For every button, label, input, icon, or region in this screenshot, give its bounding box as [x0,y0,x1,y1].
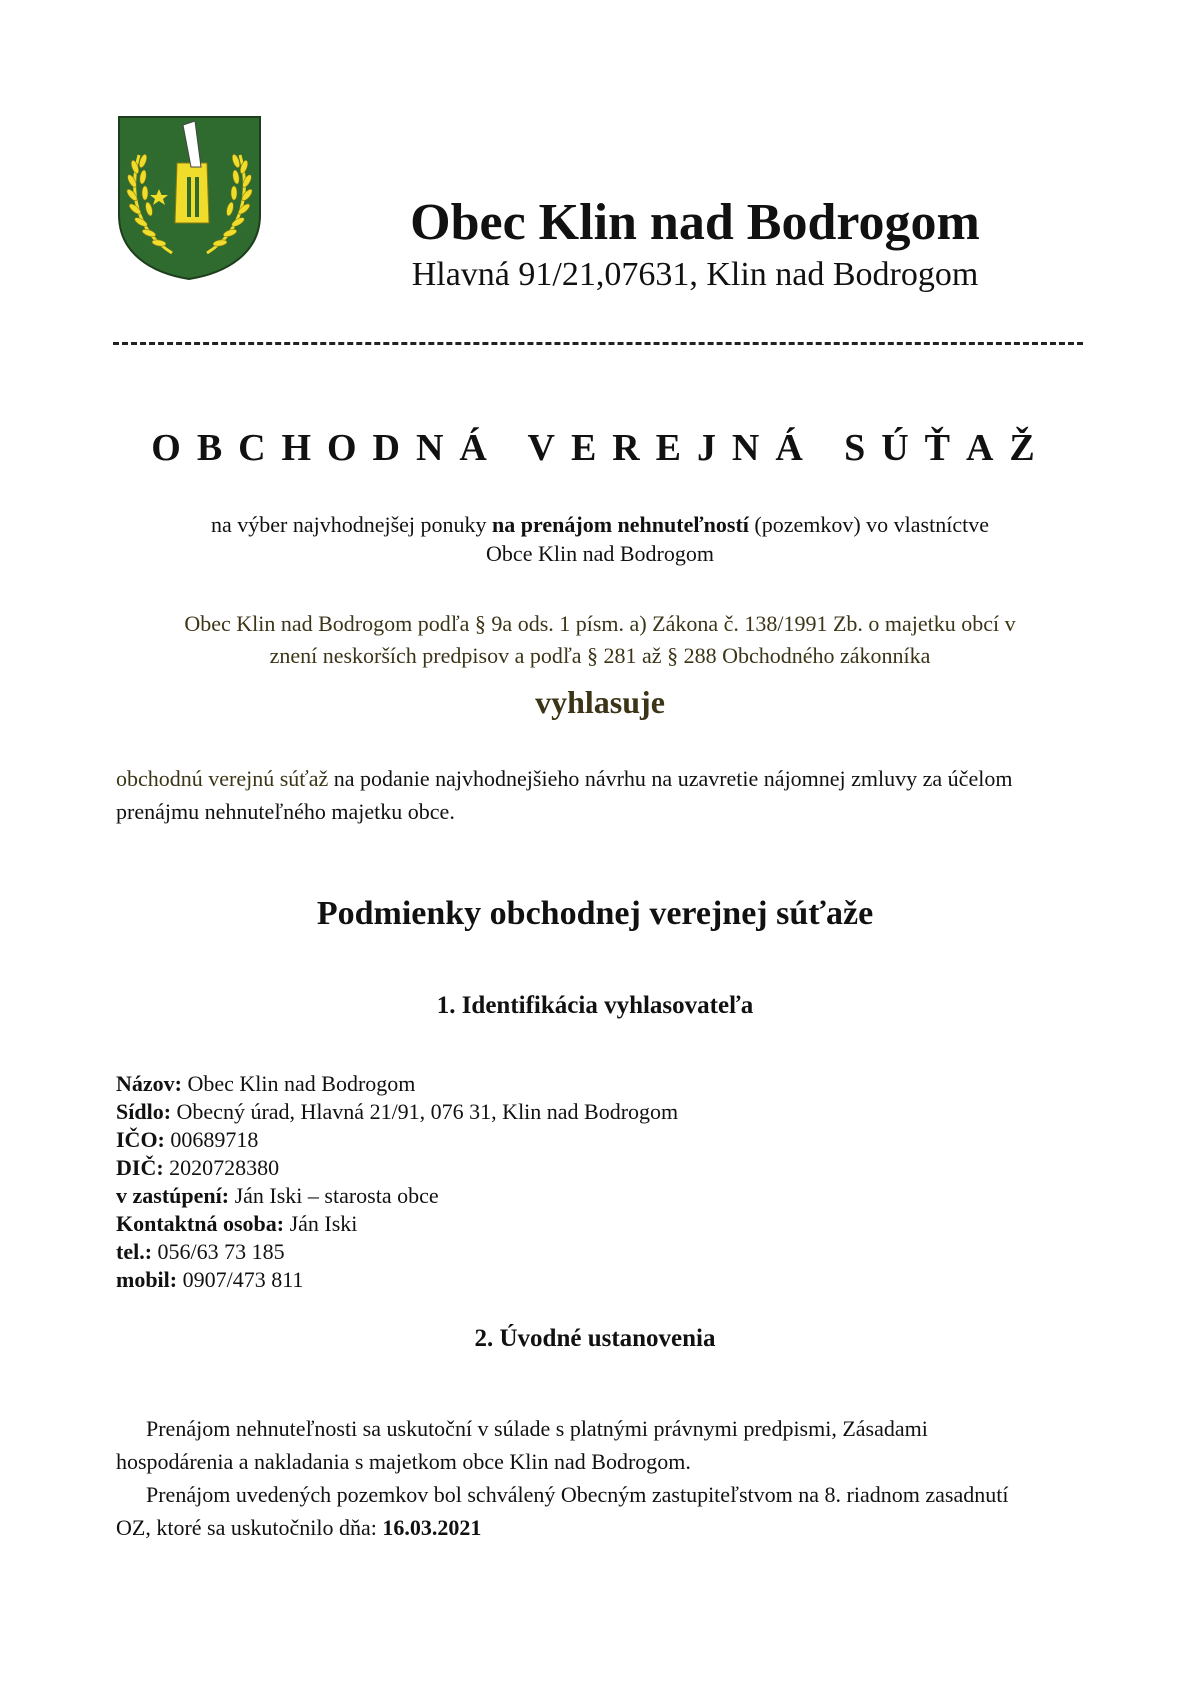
purpose-text-end: (pozemkov) vo vlastníctve [748,512,989,537]
legal-basis [100,608,1100,672]
tender-purpose [100,510,1100,568]
id-row-contact [116,1210,1016,1238]
id-row-seat [116,1098,1016,1126]
id-value: 2020728380 [163,1155,280,1180]
purpose-text-start: na výber najvhodnejšej ponuky [210,512,493,537]
id-label: DIČ: [116,1155,164,1180]
intro-highlight: obchodnú verejnú súťaž [116,766,329,791]
id-value: Obec Klin nad Bodrogom [181,1071,416,1096]
intro-text: na podanie najvhodnejšieho návrhu na uzavretie nájomnej zmluvy za účelom prenájmu nehnuteľného majetku obce. [116,766,1013,824]
approval-date: 16.03.2021 [382,1515,482,1540]
id-row-mobile [116,1266,1016,1294]
purpose-text-bold: na prenájom nehnuteľností [492,512,749,537]
id-value: 056/63 73 185 [152,1239,285,1264]
legal-basis-line-2: znení neskorších predpisov a podľa § 281 až § 288 Obchodného zákonníka [269,643,931,668]
id-row-dic [116,1154,1016,1182]
announces-heading: vyhlasuje [535,684,665,720]
identification-block [116,1070,1016,1294]
id-value: Ján Iski [284,1211,358,1236]
legal-basis-line-1: Obec Klin nad Bodrogom podľa § 9a ods. 1 písm. a) Zákona č. 138/1991 Zb. o majetku obcí v [184,611,1016,636]
id-label: tel.: [116,1239,153,1264]
purpose-owner: Obce Klin nad Bodrogom [486,541,714,566]
id-label: Názov: [116,1071,182,1096]
id-row-ico [116,1126,1016,1154]
id-label: Kontaktná osoba: [116,1211,285,1236]
provisions-paragraph-1: Prenájom nehnuteľnosti sa uskutoční v súlade s platnými právnymi predpismi, Zásadami hospodárenia a nakladania s majetkom obce Klin nad Bodrogom. [116,1416,928,1474]
id-row-name [116,1070,1016,1098]
intro-paragraph [116,762,1076,828]
provisions-paragraph-2 [116,1478,1036,1544]
conditions-heading: Podmienky obchodnej verejnej súťaže [316,895,874,932]
id-value: Obecný úrad, Hlavná 21/91, 076 31, Klin nad Bodrogom [171,1099,679,1124]
id-row-representative [116,1182,1016,1210]
section-2-heading: 2. Úvodné ustanovenia [474,1325,716,1352]
introductory-provisions [116,1412,1036,1544]
id-value: Ján Iski – starosta obce [229,1183,439,1208]
id-label: v zastúpení: [116,1183,230,1208]
coat-of-arms-logo [117,115,262,281]
municipality-name: Obec Klin nad Bodrogom [410,194,980,251]
id-value: 0907/473 811 [177,1267,304,1292]
id-value: 00689718 [164,1127,259,1152]
id-row-phone [116,1238,1016,1266]
id-label: mobil: [116,1267,178,1292]
document-title: OBCHODNÁ VEREJNÁ SÚŤAŽ [151,427,1051,469]
section-1-heading: 1. Identifikácia vyhlasovateľa [436,992,754,1019]
id-label: Sídlo: [116,1099,172,1124]
header-divider [113,342,1083,345]
provisions-paragraph-2-text: Prenájom uvedených pozemkov bol schválený Obecným zastupiteľstvom na 8. riadnom zasadnutí OZ, ktoré sa uskutočnilo dňa: [116,1482,1009,1540]
municipality-address: Hlavná 91/21,07631, Klin nad Bodrogom [411,256,979,293]
id-label: IČO: [116,1127,165,1152]
